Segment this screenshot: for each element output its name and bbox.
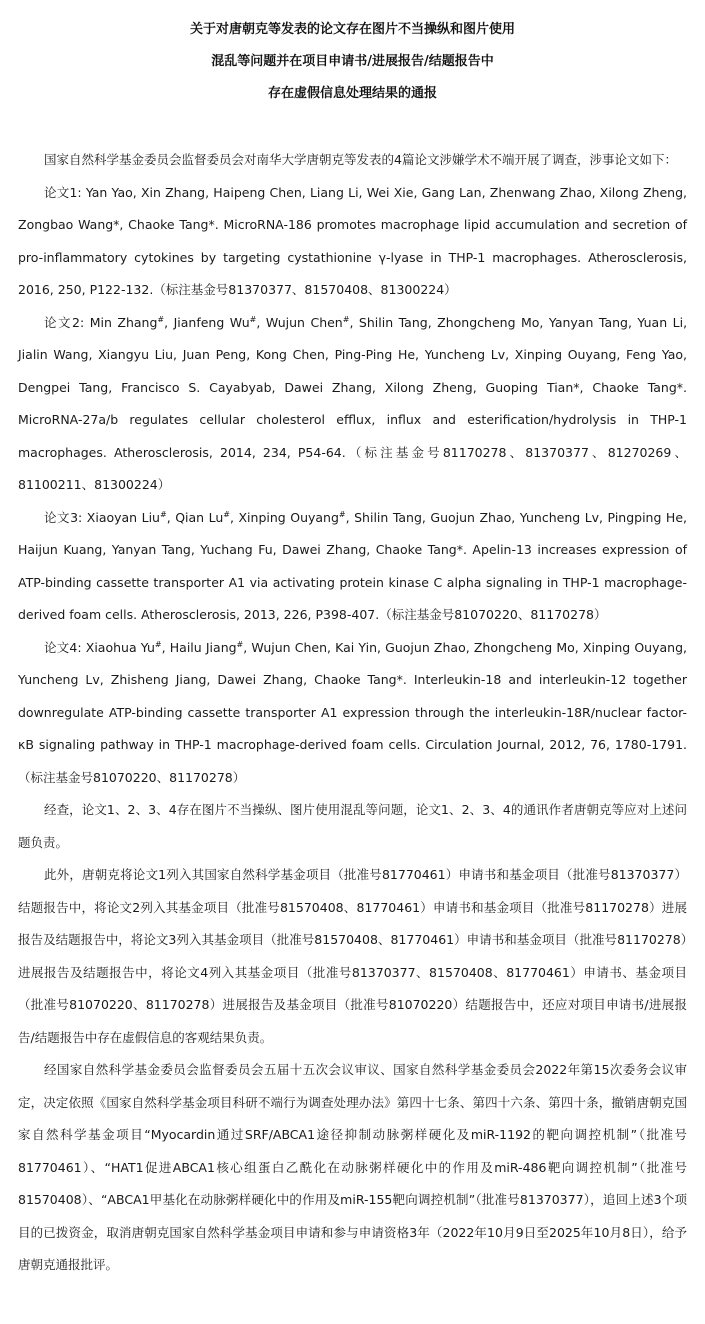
document-title	[18, 14, 687, 110]
equal-contribution-mark: #	[159, 509, 167, 519]
findings-paragraph: 经查，论文1、2、3、4存在图片不当操纵、图片使用混乱等问题，论文1、2、3、4的通讯作者唐朝克等应对上述问题负责。	[18, 802, 687, 850]
equal-contribution-mark: #	[236, 639, 244, 649]
paper-2-citation: 论文2: Min Zhang#, Jianfeng Wu#, Wujun Chen#, Shilin Tang, Zhongcheng Mo, Yanyan Tang, Yuan Li, Jialin Wang, Xiangyu Liu, Juan Peng, Kong Chen, Ping-Ping He, Yuncheng Lv, Xinping Ouyang, Feng Yao, Dengpei Tang, Francisco S. Cayabyab, Dawei Zhang, Xilong Zheng, Guoping Tian*, Chaoke Tang*. MicroRNA-27a/b regulates cellular cholesterol efflux, influx and esterification/hydrolysis in THP-1 macrophages. Atherosclerosis, 2014, 234, P54-64.（标注基金号81170278、81370377、81270269、81100211、81300224）	[18, 314, 688, 492]
paper-2-text: Shilin Tang, Zhongcheng Mo, Yanyan Tang, Yuan Li, Jialin Wang, Xiangyu Liu, Juan Peng, Kong Chen, Ping-Ping He, Yuncheng Lv, Xinping Ouyang, Feng Yao, Dengpei Tang, Francisco S. Cayabyab, Dawei Zhang, Xilong Zheng, Guoping Tian*, Chaoke Tang*. MicroRNA-27a/b regulates cellular cholesterol efflux, influx and esterification/hydrolysis in THP-1 macrophages. Atherosclerosis, 2014, 234, P54-64.（标注基金号81170278、81370377、81270269、81100211、81300224）	[18, 314, 688, 492]
paper-3-author-1: Xiaoyan Liu	[86, 509, 160, 525]
paper-2-author-3: Wujun Chen	[265, 314, 343, 330]
paper-2-label: 论文2:	[44, 314, 90, 330]
decision-paragraph: 经国家自然科学基金委员会监督委员会五届十五次会议审议、国家自然科学基金委员会2022年第15次委务会议审定，决定依照《国家自然科学基金项目科研不端行为调查处理办法》第四十七条、第四十六条、第四十条，撤销唐朝克国家自然科学基金项目“Myocardin通过SRF/ABCA1途径抑制动脉粥样硬化及miR-1192的靶向调控机制”（批准号81770461）、“HAT1促进ABCA1核心组蛋白乙酰化在动脉粥样硬化中的作用及miR-486靶向调控机制”（批准号81570408）、“ABCA1甲基化在动脉粥样硬化中的作用及miR-155靶向调控机制”（批准号81370377），追回上述3个项目的已拨资金，取消唐朝克国家自然科学基金项目申请和参与申请资格3年（2022年10月9日至2025年10月8日），给予唐朝克通报批评。	[18, 1062, 687, 1272]
equal-contribution-mark: #	[157, 314, 165, 324]
equal-contribution-mark: #	[249, 314, 257, 324]
intro-paragraph: 国家自然科学基金委员会监督委员会对南华大学唐朝克等发表的4篇论文涉嫌学术不端开展了调查，涉事论文如下：	[44, 152, 677, 167]
paper-4-text: Wujun Chen, Kai Yin, Guojun Zhao, Zhongcheng Mo, Xinping Ouyang, Yuncheng Lv, Zhisheng Jiang, Dawei Zhang, Chaoke Tang*. Interleukin-18 and interleukin-12 together downregulate ATP-binding cassette transporter A1 expression through the interleukin-18R/nuclear factor-κB signaling pathway in THP-1 macrophage-derived foam cells. Circulation Journal, 2012, 76, 1780-1791.（标注基金号81070220、81170278）	[18, 639, 687, 785]
paper-1-text: Yan Yao, Xin Zhang, Haipeng Chen, Liang Li, Wei Xie, Gang Lan, Zhenwang Zhao, Xilong Zheng, Zongbao Wang*, Chaoke Tang*. MicroRNA-186 promotes macrophage lipid accumulation and secretion of pro-inflammatory cytokines by targeting cystathionine γ-lyase in THP-1 macrophages. Atherosclerosis, 2016, 250, P122-132.（标注基金号81370377、81570408、81300224）	[18, 184, 688, 297]
paper-3-label: 论文3:	[44, 509, 87, 525]
paper-3-citation: 论文3: Xiaoyan Liu#, Qian Lu#, Xinping Ouyang#, Shilin Tang, Guojun Zhao, Yuncheng Lv, Pingping He, Haijun Kuang, Yanyan Tang, Yuchang Fu, Dawei Zhang, Chaoke Tang*. Apelin-13 increases expression of ATP-binding cassette transporter A1 via activating protein kinase C alpha signaling in THP-1 macrophage-derived foam cells. Atherosclerosis, 2013, 226, P398-407.（标注基金号81070220、81170278）	[18, 509, 687, 622]
paper-2-author-1: Min Zhang	[89, 314, 158, 330]
equal-contribution-mark: #	[338, 509, 346, 519]
paper-3-author-2: Qian Lu	[175, 509, 224, 525]
paper-3-text: Shilin Tang, Guojun Zhao, Yuncheng Lv, Pingping He, Haijun Kuang, Yanyan Tang, Yuchang Fu, Dawei Zhang, Chaoke Tang*. Apelin-13 increases expression of ATP-binding cassette transporter A1 via activating protein kinase C alpha signaling in THP-1 macrophage-derived foam cells. Atherosclerosis, 2013, 226, P398-407.（标注基金号81070220、81170278）	[18, 509, 687, 622]
paper-4-author-1: Xiaohua Yu	[85, 639, 155, 655]
equal-contribution-mark: #	[223, 509, 230, 519]
paper-1-citation	[18, 177, 687, 307]
title-line-3: 存在虚假信息处理结果的通报	[267, 86, 437, 101]
equal-contribution-mark: #	[154, 639, 162, 649]
paper-4-author-2: Hailu Jiang	[169, 639, 237, 655]
paper-1-label: 论文1:	[44, 184, 86, 200]
paper-3-author-3: Xinping Ouyang	[238, 509, 339, 525]
paper-4-label: 论文4:	[44, 639, 86, 655]
title-line-1: 关于对唐朝克等发表的论文存在图片不当操纵和图片使用	[189, 22, 515, 37]
paper-2-author-2: Jianfeng Wu	[173, 314, 250, 330]
paper-4-citation: 论文4: Xiaohua Yu#, Hailu Jiang#, Wujun Chen, Kai Yin, Guojun Zhao, Zhongcheng Mo, Xinping Ouyang, Yuncheng Lv, Zhisheng Jiang, Dawei Zhang, Chaoke Tang*. Interleukin-18 and interleukin-12 together downregulate ATP-binding cassette transporter A1 expression through the interleukin-18R/nuclear factor-κB signaling pathway in THP-1 macrophage-derived foam cells. Circulation Journal, 2012, 76, 1780-1791.（标注基金号81070220、81170278）	[18, 639, 687, 785]
additional-findings-paragraph: 此外，唐朝克将论文1列入其国家自然科学基金项目（批准号81770461）申请书和基金项目（批准号81370377）结题报告中，将论文2列入其基金项目（批准号81570408、81770461）申请书和基金项目（批准号81170278）进展报告及结题报告中，将论文3列入其基金项目（批准号81570408、81770461）申请书和基金项目（批准号81170278）进展报告及结题报告中，将论文4列入其基金项目（批准号81370377、81570408、81770461）申请书、基金项目（批准号81070220、81170278）进展报告及基金项目（批准号81070220）结题报告中，还应对项目申请书/进展报告/结题报告中存在虚假信息的客观结果负责。	[18, 867, 687, 1045]
equal-contribution-mark: #	[342, 314, 350, 324]
title-line-2: 混乱等问题并在项目申请书/进展报告/结题报告中	[211, 54, 494, 69]
